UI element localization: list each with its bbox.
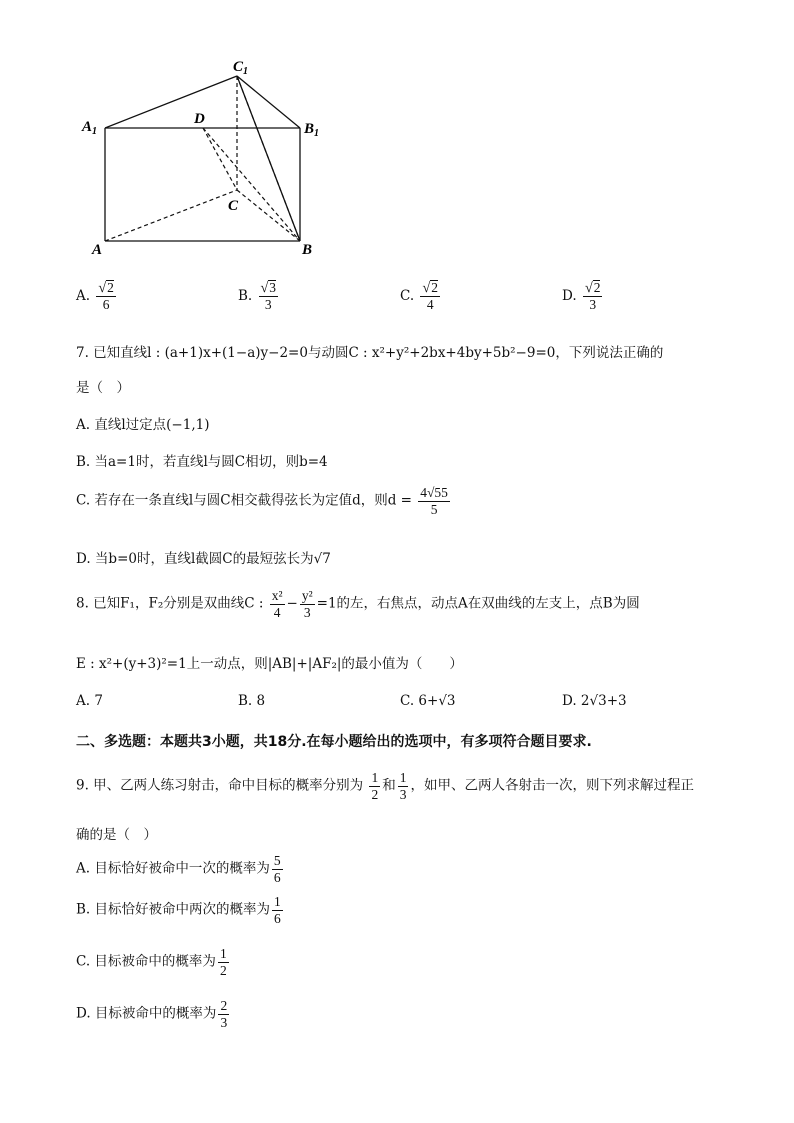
q9-option-a: A. 目标恰好被命中一次的概率为 $\frac{5}{6}$ (76, 853, 281, 885)
q7-option-c: C. 若存在一条直线l与圆C相交截得弦长为定值d，则d = $\frac{4√55}{5}$ (76, 485, 448, 517)
q9-option-d: D. 目标被命中的概率为 $\frac{2}{3}$ (76, 998, 228, 1030)
q9-option-b: B. 目标恰好被命中两次的概率为 $\frac{1}{6}$ (76, 894, 281, 926)
edge-a1-c1 (105, 76, 237, 128)
q7-stem-line1: 7. 已知直线l : (a+1)x+(1−a)y−2=0与动圆C : x²+y²+2bx+4by+5b²−9=0，下列说法正确的 (76, 345, 664, 361)
section-2-heading: 二、多选题：本题共3小题，共18分.在每小题给出的选项中，有多项符合题目要求. (76, 734, 592, 750)
label-c1: $C_1$ (233, 59, 249, 77)
label-a: A (92, 242, 103, 258)
q9-option-c: C. 目标被命中的概率为 $\frac{1}{2}$ (76, 946, 227, 978)
label-a1: $A_1$ (82, 119, 98, 137)
label-c: C (228, 198, 239, 214)
label-b: B (302, 242, 313, 258)
prism-figure (70, 55, 350, 265)
q6-option-c: C. √ 2 4 (400, 280, 438, 313)
edge-d-b (203, 128, 300, 241)
q9-stem-line1: 9. 甲、乙两人练习射击，命中目标的概率分别为 $\frac{1}{2}$ 和 $\frac{1}{3}$ ，如甲、乙两人各射击一次，则下列求解过程正 (76, 770, 694, 802)
q6-option-a: A. √ 2 6 (76, 280, 114, 313)
q8-option-c: C. 6+√3 (400, 693, 456, 709)
q6-option-d: D. √ 2 3 (562, 280, 601, 313)
q8-stem-line1: 8. 已知F₁，F₂分别是双曲线C : $\frac{\text{x²}}{4}$ − $\frac{\text{y²}}{3}$ =1的左，右焦点，动点A在双曲线的左支上，点B为圆 (76, 588, 640, 620)
q8-option-a: A. 7 (76, 693, 103, 709)
label-d: D (194, 111, 205, 127)
q7-option-d: D. 当b=0时，直线l截圆C的最短弦长为√7 (76, 551, 331, 567)
edge-d-c (203, 128, 237, 190)
q8-option-d: D. 2√3+3 (562, 693, 627, 709)
q7-stem-line2: 是（ ） (76, 380, 130, 396)
q8-stem-line2: E : x²+(y+3)²=1上一动点，则|AB|+|AF₂|的最小值为（ ） (76, 656, 463, 672)
q9-stem-line2: 确的是（ ） (76, 827, 157, 843)
label-b1: $B_1$ (304, 121, 320, 139)
q7-option-a: A. 直线l过定点(−1,1) (76, 417, 210, 433)
edge-a-c (105, 190, 237, 241)
q6-option-b: B. √ 3 3 (238, 280, 277, 313)
q7-option-b: B. 当a=1时，若直线l与圆C相切，则b=4 (76, 454, 328, 470)
q8-option-b: B. 8 (238, 693, 266, 709)
